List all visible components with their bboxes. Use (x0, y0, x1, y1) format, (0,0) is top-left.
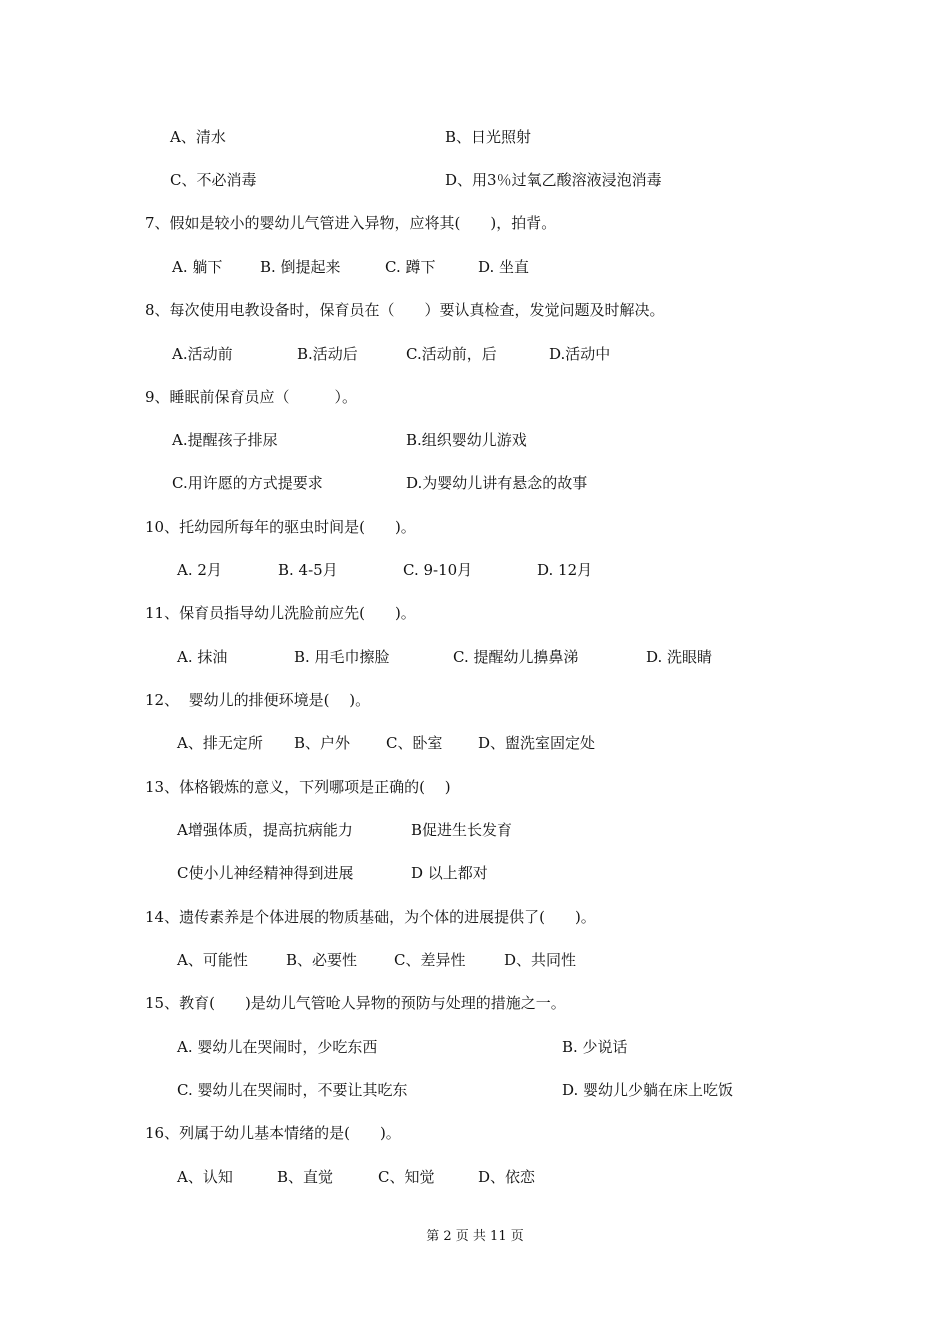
q6-option-b: B、日光照射 (445, 128, 532, 146)
q9-option-d: D.为婴幼儿讲有悬念的故事 (406, 474, 588, 492)
q12-option-b: B、户外 (294, 734, 351, 752)
q11-option-c: C. 提醒幼儿擤鼻涕 (453, 648, 579, 666)
question-11: 11、保育员指导幼儿洗脸前应先( )。 (145, 604, 416, 622)
q8-option-c: C.活动前，后 (406, 345, 497, 363)
question-16: 16、列属于幼儿基本情绪的是( )。 (145, 1124, 401, 1142)
q6-option-a: A、清水 (170, 128, 226, 146)
page-number-footer: 第 2 页 共 11 页 (426, 1229, 524, 1244)
q9-option-b: B.组织婴幼儿游戏 (406, 431, 527, 449)
q11-option-a: A. 抹油 (177, 648, 228, 666)
q10-option-b: B. 4-5月 (278, 561, 338, 579)
q15-option-a: A. 婴幼儿在哭闹时，少吃东西 (177, 1038, 378, 1056)
q15-option-c: C. 婴幼儿在哭闹时，不要让其吃东 (177, 1081, 408, 1099)
q16-option-b: B、直觉 (277, 1168, 334, 1186)
question-13: 13、体格锻炼的意义，下列哪项是正确的( ) (145, 778, 451, 796)
q8-option-b: B.活动后 (297, 345, 358, 363)
q12-option-c: C、卧室 (386, 734, 443, 752)
q10-option-a: A. 2月 (177, 561, 222, 579)
q7-option-a: A. 躺下 (172, 258, 223, 276)
q12-option-a: A、排无定所 (177, 734, 263, 752)
q14-option-a: A、可能性 (177, 951, 248, 969)
q14-option-b: B、必要性 (286, 951, 358, 969)
q16-option-c: C、知觉 (378, 1168, 435, 1186)
q12-option-d: D、盥洗室固定处 (478, 734, 596, 752)
q10-option-d: D. 12月 (537, 561, 593, 579)
q15-option-b: B. 少说话 (562, 1038, 628, 1056)
question-12: 12、 婴幼儿的排便环境是( )。 (145, 691, 371, 709)
q11-option-d: D. 洗眼睛 (646, 648, 713, 666)
q8-option-d: D.活动中 (549, 345, 611, 363)
question-9: 9、睡眠前保育员应（ ）。 (145, 388, 358, 406)
q6-option-d: D、用3％过氧乙酸溶液浸泡消毒 (445, 171, 662, 189)
q13-option-a: A增强体质，提高抗病能力 (177, 821, 353, 839)
q8-option-a: A.活动前 (172, 345, 233, 363)
q7-option-c: C. 蹲下 (385, 258, 436, 276)
q13-option-c: C使小儿神经精神得到进展 (177, 864, 354, 882)
q10-option-c: C. 9-10月 (403, 561, 473, 579)
q6-option-c: C、不必消毒 (170, 171, 257, 189)
question-14: 14、遗传素养是个体进展的物质基础，为个体的进展提供了( )。 (145, 908, 596, 926)
q9-option-a: A.提醒孩子排尿 (172, 431, 278, 449)
question-8: 8、每次使用电教设备时，保育员在（ ）要认真检查，发觉问题及时解决。 (145, 301, 665, 319)
q9-option-c: C.用许愿的方式提要求 (172, 474, 323, 492)
question-7: 7、假如是较小的婴幼儿气管进入异物，应将其( )，拍背。 (145, 214, 557, 232)
q14-option-d: D、共同性 (504, 951, 577, 969)
q13-option-b: B促进生长发育 (411, 821, 513, 839)
q16-option-d: D、依恋 (478, 1168, 536, 1186)
q11-option-b: B. 用毛巾擦脸 (294, 648, 390, 666)
question-15: 15、教育( )是幼儿气管呛人异物的预防与处理的措施之一。 (145, 994, 566, 1012)
question-10: 10、托幼园所每年的驱虫时间是( )。 (145, 518, 416, 536)
q14-option-c: C、差异性 (394, 951, 466, 969)
q7-option-d: D. 坐直 (478, 258, 530, 276)
q15-option-d: D. 婴幼儿少躺在床上吃饭 (562, 1081, 734, 1099)
q7-option-b: B. 倒提起来 (260, 258, 341, 276)
q13-option-d: D 以上都对 (411, 864, 488, 882)
q16-option-a: A、认知 (177, 1168, 233, 1186)
